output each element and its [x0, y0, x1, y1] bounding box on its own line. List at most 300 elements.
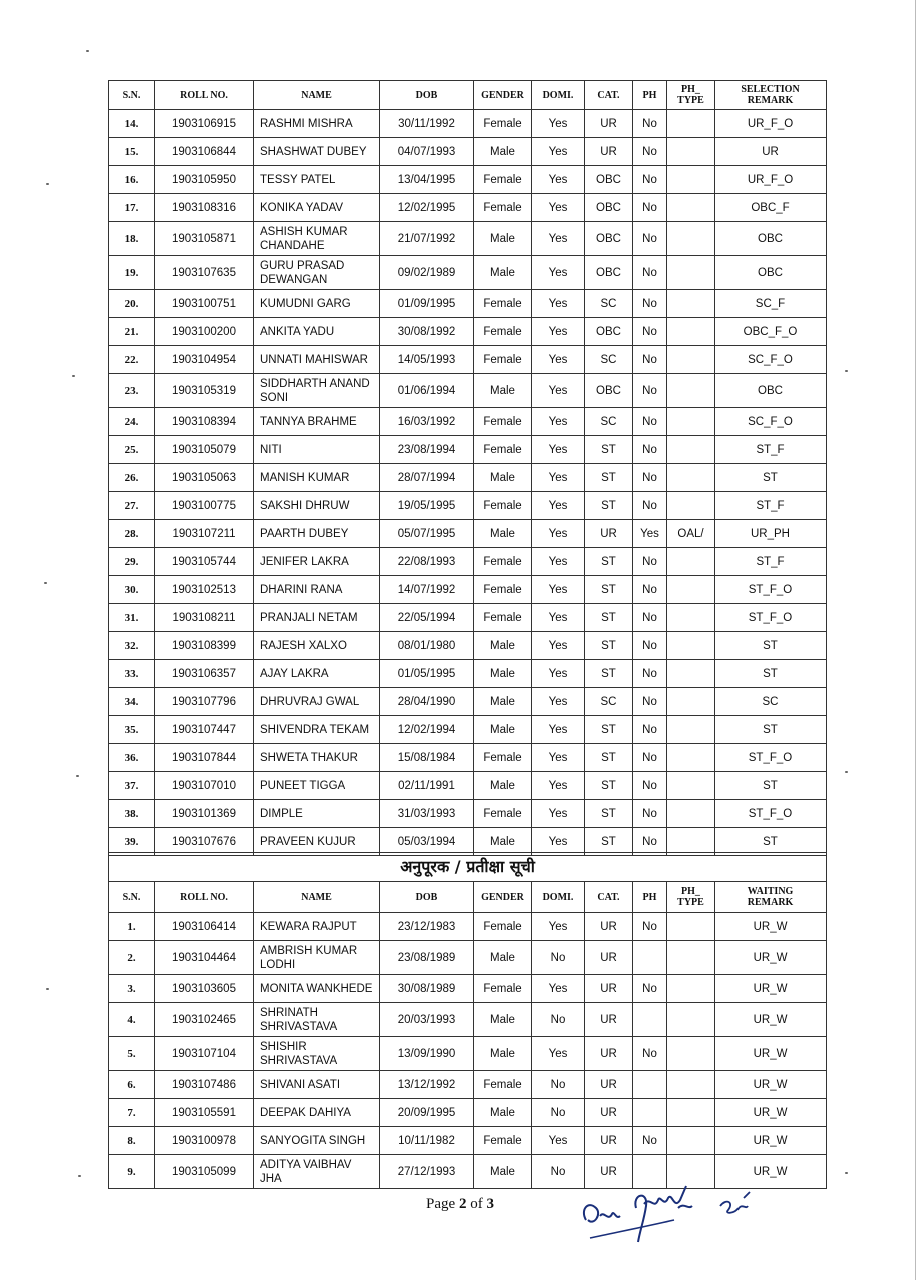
- table-cell: Yes: [532, 110, 585, 138]
- table-cell: [667, 913, 715, 941]
- table-cell: PUNEET TIGGA: [254, 772, 380, 800]
- table-cell: 1903107211: [155, 520, 254, 548]
- table-cell: UR: [585, 1127, 633, 1155]
- table-cell: Yes: [532, 256, 585, 290]
- table-cell: Yes: [532, 576, 585, 604]
- table-cell: No: [532, 941, 585, 975]
- scan-speck: [78, 1175, 81, 1177]
- table-cell: RAJESH XALXO: [254, 632, 380, 660]
- table-header-row: [109, 882, 827, 913]
- table-cell: Female: [474, 436, 532, 464]
- table-cell: Male: [474, 941, 532, 975]
- table-cell: 33.: [109, 660, 155, 688]
- table-cell: TANNYA BRAHME: [254, 408, 380, 436]
- table-cell: Male: [474, 222, 532, 256]
- table-cell: [667, 464, 715, 492]
- table-cell: ANKITA YADU: [254, 318, 380, 346]
- column-header: NAME: [254, 81, 380, 110]
- table-cell: 1903106357: [155, 660, 254, 688]
- table-row: [109, 194, 827, 222]
- table-cell: Yes: [532, 800, 585, 828]
- table-cell: Yes: [532, 464, 585, 492]
- table-cell: No: [633, 222, 667, 256]
- table-cell: SC: [585, 408, 633, 436]
- table-cell: MONITA WANKHEDE: [254, 975, 380, 1003]
- table-cell: ST: [585, 716, 633, 744]
- table-cell: UR_F_O: [715, 110, 827, 138]
- table-cell: Male: [474, 828, 532, 856]
- table-cell: 1903107635: [155, 256, 254, 290]
- table-cell: 31.: [109, 604, 155, 632]
- table-cell: UR: [585, 520, 633, 548]
- table-cell: 38.: [109, 800, 155, 828]
- table-cell: No: [633, 464, 667, 492]
- scan-speck: [845, 771, 848, 773]
- waiting-section-title: अनुपूरक / प्रतीक्षा सूची: [109, 853, 827, 882]
- table-cell: UR: [585, 975, 633, 1003]
- table-cell: UR: [715, 138, 827, 166]
- table-cell: Male: [474, 1003, 532, 1037]
- table-cell: 17.: [109, 194, 155, 222]
- table-cell: 23/12/1983: [380, 913, 474, 941]
- table-cell: ST: [585, 632, 633, 660]
- table-cell: SHWETA THAKUR: [254, 744, 380, 772]
- table-cell: SANYOGITA SINGH: [254, 1127, 380, 1155]
- table-row: [109, 1127, 827, 1155]
- table-cell: No: [633, 318, 667, 346]
- column-header: PH_ TYPE: [667, 882, 715, 913]
- table-row: [109, 110, 827, 138]
- table-cell: 1903105063: [155, 464, 254, 492]
- table-cell: ST: [585, 492, 633, 520]
- table-cell: [667, 346, 715, 374]
- table-cell: ST_F_O: [715, 744, 827, 772]
- table-cell: ST_F_O: [715, 576, 827, 604]
- table-cell: Yes: [532, 1037, 585, 1071]
- table-cell: Male: [474, 1155, 532, 1189]
- table-cell: Female: [474, 576, 532, 604]
- table-cell: UNNATI MAHISWAR: [254, 346, 380, 374]
- column-header: GENDER: [474, 81, 532, 110]
- scan-speck: [72, 375, 75, 377]
- table-cell: Female: [474, 408, 532, 436]
- table-row: [109, 1099, 827, 1127]
- table-cell: 1903106414: [155, 913, 254, 941]
- table-cell: No: [633, 913, 667, 941]
- table-cell: Male: [474, 772, 532, 800]
- selection-list-table: [108, 80, 827, 856]
- table-row: [109, 688, 827, 716]
- table-cell: No: [633, 800, 667, 828]
- waiting-section-title-row: [109, 853, 827, 882]
- table-cell: [667, 716, 715, 744]
- table-cell: OBC_F: [715, 194, 827, 222]
- table-cell: 20/09/1995: [380, 1099, 474, 1127]
- table-row: [109, 1003, 827, 1037]
- table-cell: SIDDHARTH ANAND SONI: [254, 374, 380, 408]
- table-cell: UR_W: [715, 913, 827, 941]
- table-cell: Yes: [532, 138, 585, 166]
- table-cell: ST: [715, 660, 827, 688]
- column-header: WAITING REMARK: [715, 882, 827, 913]
- table-cell: 12/02/1994: [380, 716, 474, 744]
- table-row: [109, 1071, 827, 1099]
- table-cell: SC: [715, 688, 827, 716]
- table-cell: SC_F_O: [715, 346, 827, 374]
- table-cell: DIMPLE: [254, 800, 380, 828]
- table-cell: [667, 604, 715, 632]
- table-cell: 30.: [109, 576, 155, 604]
- table-cell: 21/07/1992: [380, 222, 474, 256]
- table-cell: UR: [585, 1003, 633, 1037]
- table-cell: No: [633, 374, 667, 408]
- table-cell: ST: [585, 800, 633, 828]
- table-cell: ST: [585, 436, 633, 464]
- table-cell: Yes: [532, 290, 585, 318]
- table-cell: 7.: [109, 1099, 155, 1127]
- table-cell: PRAVEEN KUJUR: [254, 828, 380, 856]
- table-cell: UR_W: [715, 975, 827, 1003]
- table-cell: 39.: [109, 828, 155, 856]
- table-row: [109, 941, 827, 975]
- table-row: [109, 716, 827, 744]
- table-cell: Female: [474, 1127, 532, 1155]
- table-row: [109, 436, 827, 464]
- table-cell: Male: [474, 374, 532, 408]
- waiting-table-body: [109, 913, 827, 1189]
- table-cell: MANISH KUMAR: [254, 464, 380, 492]
- table-cell: 1903108211: [155, 604, 254, 632]
- table-cell: OAL/: [667, 520, 715, 548]
- table-cell: 19.: [109, 256, 155, 290]
- column-header: S.N.: [109, 81, 155, 110]
- table-cell: SC_F: [715, 290, 827, 318]
- table-cell: PRANJALI NETAM: [254, 604, 380, 632]
- table-cell: [667, 576, 715, 604]
- table-cell: UR_F_O: [715, 166, 827, 194]
- table-cell: 02/11/1991: [380, 772, 474, 800]
- table-cell: OBC: [585, 194, 633, 222]
- table-cell: Female: [474, 166, 532, 194]
- table-cell: [667, 688, 715, 716]
- table-cell: 1903107796: [155, 688, 254, 716]
- table-cell: 3.: [109, 975, 155, 1003]
- table-cell: [667, 660, 715, 688]
- page-edge: [915, 0, 916, 1280]
- table-cell: Yes: [532, 548, 585, 576]
- table-cell: No: [633, 772, 667, 800]
- table-cell: UR_W: [715, 941, 827, 975]
- table-cell: Female: [474, 318, 532, 346]
- table-cell: ASHISH KUMAR CHANDAHE: [254, 222, 380, 256]
- table-cell: 6.: [109, 1071, 155, 1099]
- table-cell: No: [633, 138, 667, 166]
- table-row: [109, 374, 827, 408]
- table-cell: 16/03/1992: [380, 408, 474, 436]
- table-cell: Female: [474, 110, 532, 138]
- table-row: [109, 222, 827, 256]
- table-cell: 09/02/1989: [380, 256, 474, 290]
- table-cell: UR: [585, 1037, 633, 1071]
- table-row: [109, 464, 827, 492]
- table-cell: Yes: [532, 688, 585, 716]
- table-cell: 1903107104: [155, 1037, 254, 1071]
- table-cell: ST: [715, 772, 827, 800]
- table-cell: Yes: [532, 772, 585, 800]
- table-cell: Yes: [532, 828, 585, 856]
- table-cell: Male: [474, 632, 532, 660]
- table-cell: No: [633, 744, 667, 772]
- table-cell: [667, 492, 715, 520]
- table-cell: 28/04/1990: [380, 688, 474, 716]
- table-cell: Yes: [532, 318, 585, 346]
- table-cell: [667, 194, 715, 222]
- table-cell: UR_W: [715, 1127, 827, 1155]
- table-row: [109, 772, 827, 800]
- table-cell: Male: [474, 138, 532, 166]
- table-cell: ST: [585, 548, 633, 576]
- table-cell: ST: [585, 660, 633, 688]
- table-cell: Female: [474, 744, 532, 772]
- table-cell: 22/08/1993: [380, 548, 474, 576]
- table-cell: 1903103605: [155, 975, 254, 1003]
- column-header: PH_ TYPE: [667, 81, 715, 110]
- table-cell: [633, 941, 667, 975]
- table-cell: OBC: [715, 256, 827, 290]
- table-row: [109, 632, 827, 660]
- table-cell: OBC: [585, 318, 633, 346]
- table-cell: Yes: [532, 492, 585, 520]
- table-cell: UR_W: [715, 1037, 827, 1071]
- table-cell: OBC: [585, 222, 633, 256]
- table-cell: No: [633, 436, 667, 464]
- table-cell: 37.: [109, 772, 155, 800]
- table-cell: 2.: [109, 941, 155, 975]
- table-cell: 32.: [109, 632, 155, 660]
- table-cell: OBC_F_O: [715, 318, 827, 346]
- table-cell: Female: [474, 290, 532, 318]
- table-cell: [667, 222, 715, 256]
- table-cell: 27/12/1993: [380, 1155, 474, 1189]
- table-cell: [667, 1003, 715, 1037]
- scan-speck: [76, 775, 79, 777]
- table-cell: 23.: [109, 374, 155, 408]
- table-cell: Female: [474, 975, 532, 1003]
- table-cell: 1903107844: [155, 744, 254, 772]
- table-cell: [667, 256, 715, 290]
- table-cell: Yes: [532, 374, 585, 408]
- table-cell: ST_F: [715, 492, 827, 520]
- table-cell: 31/03/1993: [380, 800, 474, 828]
- table-row: [109, 1037, 827, 1071]
- table-cell: 4.: [109, 1003, 155, 1037]
- table-cell: Yes: [532, 520, 585, 548]
- table-cell: 9.: [109, 1155, 155, 1189]
- table-cell: 05/07/1995: [380, 520, 474, 548]
- table-row: [109, 913, 827, 941]
- table-cell: 27.: [109, 492, 155, 520]
- table-cell: No: [633, 110, 667, 138]
- column-header: GENDER: [474, 882, 532, 913]
- table-cell: ST: [585, 604, 633, 632]
- table-cell: 1903101369: [155, 800, 254, 828]
- column-header: S.N.: [109, 882, 155, 913]
- table-cell: No: [633, 975, 667, 1003]
- table-cell: 1903105319: [155, 374, 254, 408]
- table-cell: SHASHWAT DUBEY: [254, 138, 380, 166]
- table-cell: 13/12/1992: [380, 1071, 474, 1099]
- table-cell: 1903105871: [155, 222, 254, 256]
- table-cell: [667, 1127, 715, 1155]
- table-cell: Yes: [532, 222, 585, 256]
- table-cell: KEWARA RAJPUT: [254, 913, 380, 941]
- table-cell: 1903107447: [155, 716, 254, 744]
- table-cell: ST: [585, 744, 633, 772]
- table-cell: JENIFER LAKRA: [254, 548, 380, 576]
- table-cell: [667, 166, 715, 194]
- table-cell: No: [633, 604, 667, 632]
- column-header: DOB: [380, 882, 474, 913]
- table-cell: 1903107676: [155, 828, 254, 856]
- table-cell: No: [532, 1071, 585, 1099]
- table-cell: 23/08/1989: [380, 941, 474, 975]
- table-cell: No: [532, 1099, 585, 1127]
- table-cell: [667, 290, 715, 318]
- column-header: SELECTION REMARK: [715, 81, 827, 110]
- table-cell: Female: [474, 492, 532, 520]
- table-cell: ST: [715, 632, 827, 660]
- selection-table-body: [109, 110, 827, 856]
- table-cell: 30/08/1989: [380, 975, 474, 1003]
- table-cell: 24.: [109, 408, 155, 436]
- table-cell: No: [633, 256, 667, 290]
- table-cell: Female: [474, 800, 532, 828]
- table-cell: Yes: [532, 166, 585, 194]
- table-cell: SHIVENDRA TEKAM: [254, 716, 380, 744]
- table-cell: SAKSHI DHRUW: [254, 492, 380, 520]
- table-cell: Yes: [532, 744, 585, 772]
- table-cell: [667, 941, 715, 975]
- table-cell: No: [633, 1127, 667, 1155]
- table-cell: 20.: [109, 290, 155, 318]
- table-cell: 22.: [109, 346, 155, 374]
- table-cell: SHISHIR SHRIVASTAVA: [254, 1037, 380, 1071]
- table-cell: Yes: [532, 194, 585, 222]
- table-cell: 1903100978: [155, 1127, 254, 1155]
- table-cell: [667, 408, 715, 436]
- table-cell: 01/09/1995: [380, 290, 474, 318]
- table-cell: [667, 1071, 715, 1099]
- table-cell: No: [633, 166, 667, 194]
- table-cell: UR: [585, 138, 633, 166]
- table-cell: 14/07/1992: [380, 576, 474, 604]
- table-cell: 15.: [109, 138, 155, 166]
- table-cell: [667, 436, 715, 464]
- scan-speck: [46, 988, 49, 990]
- table-cell: UR: [585, 110, 633, 138]
- table-cell: 35.: [109, 716, 155, 744]
- table-cell: 05/03/1994: [380, 828, 474, 856]
- table-row: [109, 576, 827, 604]
- table-cell: 01/06/1994: [380, 374, 474, 408]
- page-number: Page 2 of 3: [426, 1196, 494, 1212]
- table-cell: 8.: [109, 1127, 155, 1155]
- table-cell: 14/05/1993: [380, 346, 474, 374]
- table-cell: 1903100775: [155, 492, 254, 520]
- table-cell: ST: [585, 828, 633, 856]
- waiting-list-table: [108, 852, 827, 1189]
- table-cell: 1903105950: [155, 166, 254, 194]
- table-cell: Male: [474, 256, 532, 290]
- table-row: [109, 346, 827, 374]
- table-cell: Male: [474, 688, 532, 716]
- table-cell: 1903105744: [155, 548, 254, 576]
- table-cell: [667, 318, 715, 346]
- table-cell: 30/11/1992: [380, 110, 474, 138]
- table-cell: Yes: [532, 975, 585, 1003]
- table-cell: UR_W: [715, 1071, 827, 1099]
- table-cell: 04/07/1993: [380, 138, 474, 166]
- table-cell: 01/05/1995: [380, 660, 474, 688]
- table-cell: Yes: [532, 604, 585, 632]
- table-cell: 22/05/1994: [380, 604, 474, 632]
- table-cell: Yes: [532, 408, 585, 436]
- table-cell: Yes: [532, 716, 585, 744]
- table-cell: 28.: [109, 520, 155, 548]
- table-cell: OBC: [715, 222, 827, 256]
- table-cell: KUMUDNI GARG: [254, 290, 380, 318]
- table-cell: No: [633, 660, 667, 688]
- table-cell: No: [633, 548, 667, 576]
- column-header: PH: [633, 81, 667, 110]
- table-cell: 1903105099: [155, 1155, 254, 1189]
- table-cell: 1903102465: [155, 1003, 254, 1037]
- table-cell: ST_F: [715, 436, 827, 464]
- table-cell: 1903107486: [155, 1071, 254, 1099]
- table-cell: [667, 975, 715, 1003]
- table-cell: 1903102513: [155, 576, 254, 604]
- table-cell: Female: [474, 604, 532, 632]
- table-cell: PAARTH DUBEY: [254, 520, 380, 548]
- table-cell: RASHMI MISHRA: [254, 110, 380, 138]
- table-cell: Female: [474, 1071, 532, 1099]
- table-cell: SC: [585, 290, 633, 318]
- table-cell: NITI: [254, 436, 380, 464]
- column-header: DOMI.: [532, 882, 585, 913]
- table-cell: Male: [474, 464, 532, 492]
- table-cell: 13/09/1990: [380, 1037, 474, 1071]
- table-cell: [667, 744, 715, 772]
- table-cell: Yes: [532, 660, 585, 688]
- table-cell: 28/07/1994: [380, 464, 474, 492]
- table-cell: 25.: [109, 436, 155, 464]
- table-cell: 1903100200: [155, 318, 254, 346]
- table-cell: UR_W: [715, 1003, 827, 1037]
- scan-speck: [845, 1172, 848, 1174]
- table-cell: No: [633, 716, 667, 744]
- table-row: [109, 166, 827, 194]
- table-cell: Female: [474, 194, 532, 222]
- column-header: DOB: [380, 81, 474, 110]
- table-cell: ST_F: [715, 548, 827, 576]
- table-cell: ST: [585, 464, 633, 492]
- table-cell: Female: [474, 346, 532, 374]
- table-cell: 1903106844: [155, 138, 254, 166]
- table-cell: No: [532, 1155, 585, 1189]
- table-cell: ST: [715, 828, 827, 856]
- table-cell: 14.: [109, 110, 155, 138]
- page-footer: [0, 1196, 920, 1213]
